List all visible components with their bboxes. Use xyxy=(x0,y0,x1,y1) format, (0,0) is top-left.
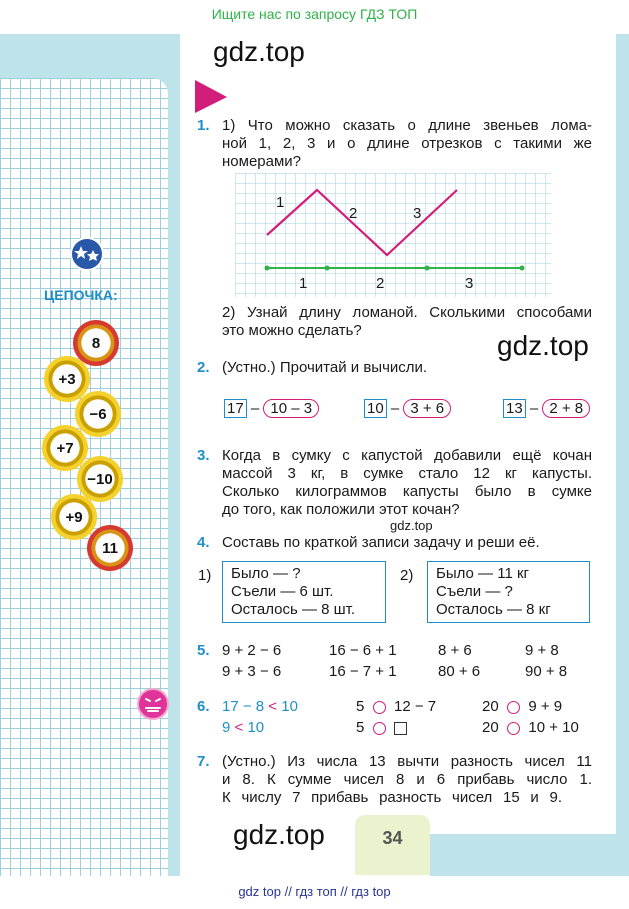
compare-right: 10 + 10 xyxy=(528,719,579,736)
task-7-number: 7. xyxy=(197,753,210,770)
task-6-number: 6. xyxy=(197,698,210,715)
compare-sign: < xyxy=(268,698,278,715)
compare-circle-blank[interactable] xyxy=(507,722,520,735)
note-line: Было — 11 кг xyxy=(436,565,529,582)
task-5-expr: 16 − 6 + 1 xyxy=(329,642,397,659)
task-5-expr: 9 + 2 − 6 xyxy=(222,642,282,659)
note-line: Осталось — 8 шт. xyxy=(231,601,356,618)
task-2-expression xyxy=(224,400,319,418)
task-2-expression xyxy=(364,400,451,418)
task-5-expr: 9 + 8 xyxy=(525,642,559,659)
task-5-expr: 80 + 6 xyxy=(438,663,481,680)
task-6-compare-5 xyxy=(482,698,562,716)
note-line: Съели — ? xyxy=(436,583,513,600)
chain-coin-op: −10 xyxy=(77,456,123,502)
chain-coin-op: +3 xyxy=(44,356,90,402)
compare-circle-blank[interactable] xyxy=(373,701,386,714)
blank-square[interactable] xyxy=(394,722,407,735)
compare-circle-blank[interactable] xyxy=(507,701,520,714)
chain-coin-op: +7 xyxy=(42,425,88,471)
task-7-line-1: (Устно.) Из числа 13 вычти разность чисел 11 xyxy=(222,753,592,770)
task-6-compare-6 xyxy=(482,719,579,737)
segment-label: 1 xyxy=(299,275,308,292)
polyline-label: 3 xyxy=(413,205,422,222)
task-6-compare-1 xyxy=(222,698,298,716)
note-line: Осталось — 8 кг xyxy=(436,601,551,618)
expression-operator: – xyxy=(250,400,260,417)
task-5-expr: 16 − 7 + 1 xyxy=(329,663,397,680)
expression-operator: – xyxy=(529,400,539,417)
polyline-label: 2 xyxy=(349,205,358,222)
watermark-middle: gdz.top xyxy=(497,330,589,361)
top-banner[interactable]: Ищите нас по запросу ГДЗ ТОП xyxy=(211,6,418,22)
task-1-line-2: ной 1, 2, 3 и о длине отрезков с такими же xyxy=(222,135,592,152)
compare-left: 5 xyxy=(356,719,365,736)
note-line: Съели — 6 шт. xyxy=(231,583,334,600)
task-5-expr: 90 + 8 xyxy=(525,663,568,680)
task-3-line-1: Когда в сумку с капустой добавили ещё кочан xyxy=(222,447,592,464)
segment-label: 2 xyxy=(376,275,385,292)
expression-box: 17 xyxy=(224,399,247,418)
compare-left: 17 − 8 xyxy=(222,698,265,715)
watermark-bottom: gdz.top xyxy=(233,819,325,850)
task-4-box-2-label: 2) xyxy=(400,567,414,584)
compare-right: 10 xyxy=(281,698,298,715)
expression-box: 13 xyxy=(503,399,526,418)
compare-right: 10 xyxy=(247,719,265,736)
task-3-number: 3. xyxy=(197,447,210,464)
short-note-box-1 xyxy=(222,561,386,623)
expression-oval: 2 + 8 xyxy=(542,399,590,418)
chain-coin-op: −6 xyxy=(75,391,121,437)
compare-sign: < xyxy=(234,719,244,736)
section-marker-icon xyxy=(193,80,229,114)
stars-icon xyxy=(70,237,104,271)
task-1-line-5: это можно сделать? xyxy=(222,322,362,339)
compare-left: 9 xyxy=(222,719,231,736)
task-7-line-2: и 8. К сумме чисел 8 и 6 прибавь число 1. xyxy=(222,771,592,788)
task-5-expr: 9 + 3 − 6 xyxy=(222,663,282,680)
segment-label: 3 xyxy=(465,275,474,292)
compare-left: 5 xyxy=(356,698,365,715)
thinking-face-icon xyxy=(136,687,170,721)
task-6-compare-3 xyxy=(356,698,436,716)
compare-left: 20 xyxy=(482,698,499,715)
expression-box: 10 xyxy=(364,399,387,418)
task-4-text: Составь по краткой записи задачу и реши её. xyxy=(222,534,540,551)
task-1-line-1: 1) Что можно сказать о длине звеньев лома- xyxy=(222,117,592,134)
compare-right: 9 + 9 xyxy=(528,698,563,715)
task-3-line-4: до того, как положили этот кочан? xyxy=(222,501,460,518)
page-number: 34 xyxy=(382,828,403,848)
compare-left: 20 xyxy=(482,719,499,736)
task-2-number: 2. xyxy=(197,359,210,376)
chain-coin-op: +9 xyxy=(51,494,97,540)
task-7-line-3: К числу 7 прибавь разность чисел 15 и 9. xyxy=(222,789,562,806)
watermark-small: gdz.top xyxy=(390,518,433,533)
bottom-links[interactable]: gdz top // гдз топ // гдз top xyxy=(238,884,391,899)
task-5-number: 5. xyxy=(197,642,210,659)
chain-title: ЦЕПОЧКА: xyxy=(44,287,118,303)
task-1-number: 1. xyxy=(197,117,210,134)
task-3-line-2: массой 3 кг, в сумке стало 12 кг капусты. xyxy=(222,465,592,482)
watermark-top: gdz.top xyxy=(213,36,305,67)
compare-right: 12 − 7 xyxy=(394,698,437,715)
task-4-number: 4. xyxy=(197,534,210,551)
compare-circle-blank[interactable] xyxy=(373,722,386,735)
note-line: Было — ? xyxy=(231,565,301,582)
task-6-compare-4 xyxy=(356,719,407,737)
chain-coin-end: 11 xyxy=(87,525,133,571)
polyline-label: 1 xyxy=(276,194,285,211)
short-note-box-2 xyxy=(427,561,590,623)
task-3-line-3: Сколько килограммов капусты было в сумке xyxy=(222,483,592,500)
task-1-line-3: номерами? xyxy=(222,153,301,170)
expression-oval: 3 + 6 xyxy=(403,399,451,418)
chain-coin-start: 8 xyxy=(73,320,119,366)
task-6-compare-2 xyxy=(222,719,264,737)
task-2-expression xyxy=(503,400,590,418)
task-5-expr: 8 + 6 xyxy=(438,642,472,659)
task-2-text: (Устно.) Прочитай и вычисли. xyxy=(222,359,428,376)
task-1-line-4: 2) Узнай длину ломаной. Сколькими способами xyxy=(222,304,592,321)
expression-oval: 10 – 3 xyxy=(263,399,319,418)
task-4-box-1-label: 1) xyxy=(198,567,212,584)
polyline-grid-figure xyxy=(235,173,551,297)
expression-operator: – xyxy=(390,400,400,417)
